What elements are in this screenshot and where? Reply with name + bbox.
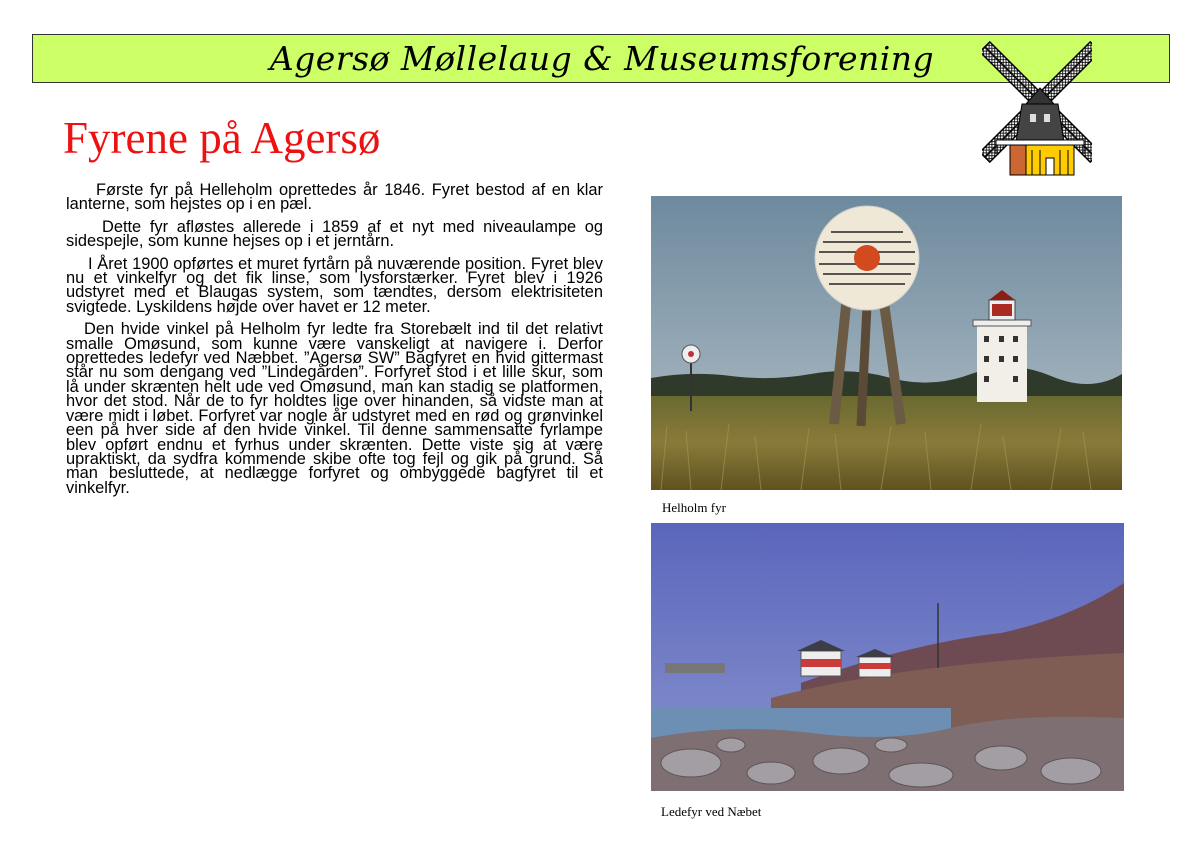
article-body: [66, 183, 603, 503]
page-title: Fyrene på Agersø: [63, 113, 381, 163]
photo-caption-1: Helholm fyr: [662, 500, 726, 515]
paragraph-2: Dette fyr afløstes allerede i 1859 af et nyt med niveaulampe og sidespejle, som kunne hejses op i et jerntårn.: [66, 217, 603, 251]
paragraph-1: Første fyr på Helleholm oprettedes år 1846. Fyret bestod af en klar lanterne, som hejstes op i en pæl.: [66, 181, 603, 214]
paragraph-3: I Året 1900 opførtes et muret fyrtårn på nuværende position. Fyret blev nu et vinkelfyr og det fik linse, som lysforstærker. Fyret blev i 1926 udstyret med et Blaugas system, som tændtes, dersom elektrisiteten svigtede. Lyskildens højde over havet er 12 meter.: [66, 254, 603, 316]
windmill-logo: [982, 22, 1092, 182]
naebet-coast-photo: [651, 523, 1124, 791]
paragraph-4: Den hvide vinkel på Helholm fyr ledte fra Storebælt ind til det relativt smalle Omøsund, som kunne være vanskeligt at navigere i. Derfor oprettedes ledefyr ved Næbbet. ”Agersø SW” Bagfyret en hvid gittermast står nu som dengang ved ”Lindegården”. Forfyret stod i et lille skur, som lå under skrænten helt ude ved Omøsund, man kan stadig se platformen, hvor det stod. Når de to fyr holdtes lige over hinanden, så vidste man at være midt i løbet. Forfyret var nogle år udstyret med en rød og grønvinkel een på hver side af den hvide vinkel. Til denne sammensatte fyrlampe blev opført endnu et fyrhus under skrænten. Dette viste sig at være upraktiskt, da sydfra kommende skibe ofte tog fejl og gik på grund. Så man besluttede, at nedlægge forfyret og ombyggede bagfyret til et vinkelfyr.: [66, 320, 603, 497]
banner-title: Agersø Møllelaug & Museumsforening: [269, 39, 935, 78]
helholm-lighthouse-photo: [651, 196, 1122, 490]
photo-caption-2: Ledefyr ved Næbet: [661, 804, 762, 819]
